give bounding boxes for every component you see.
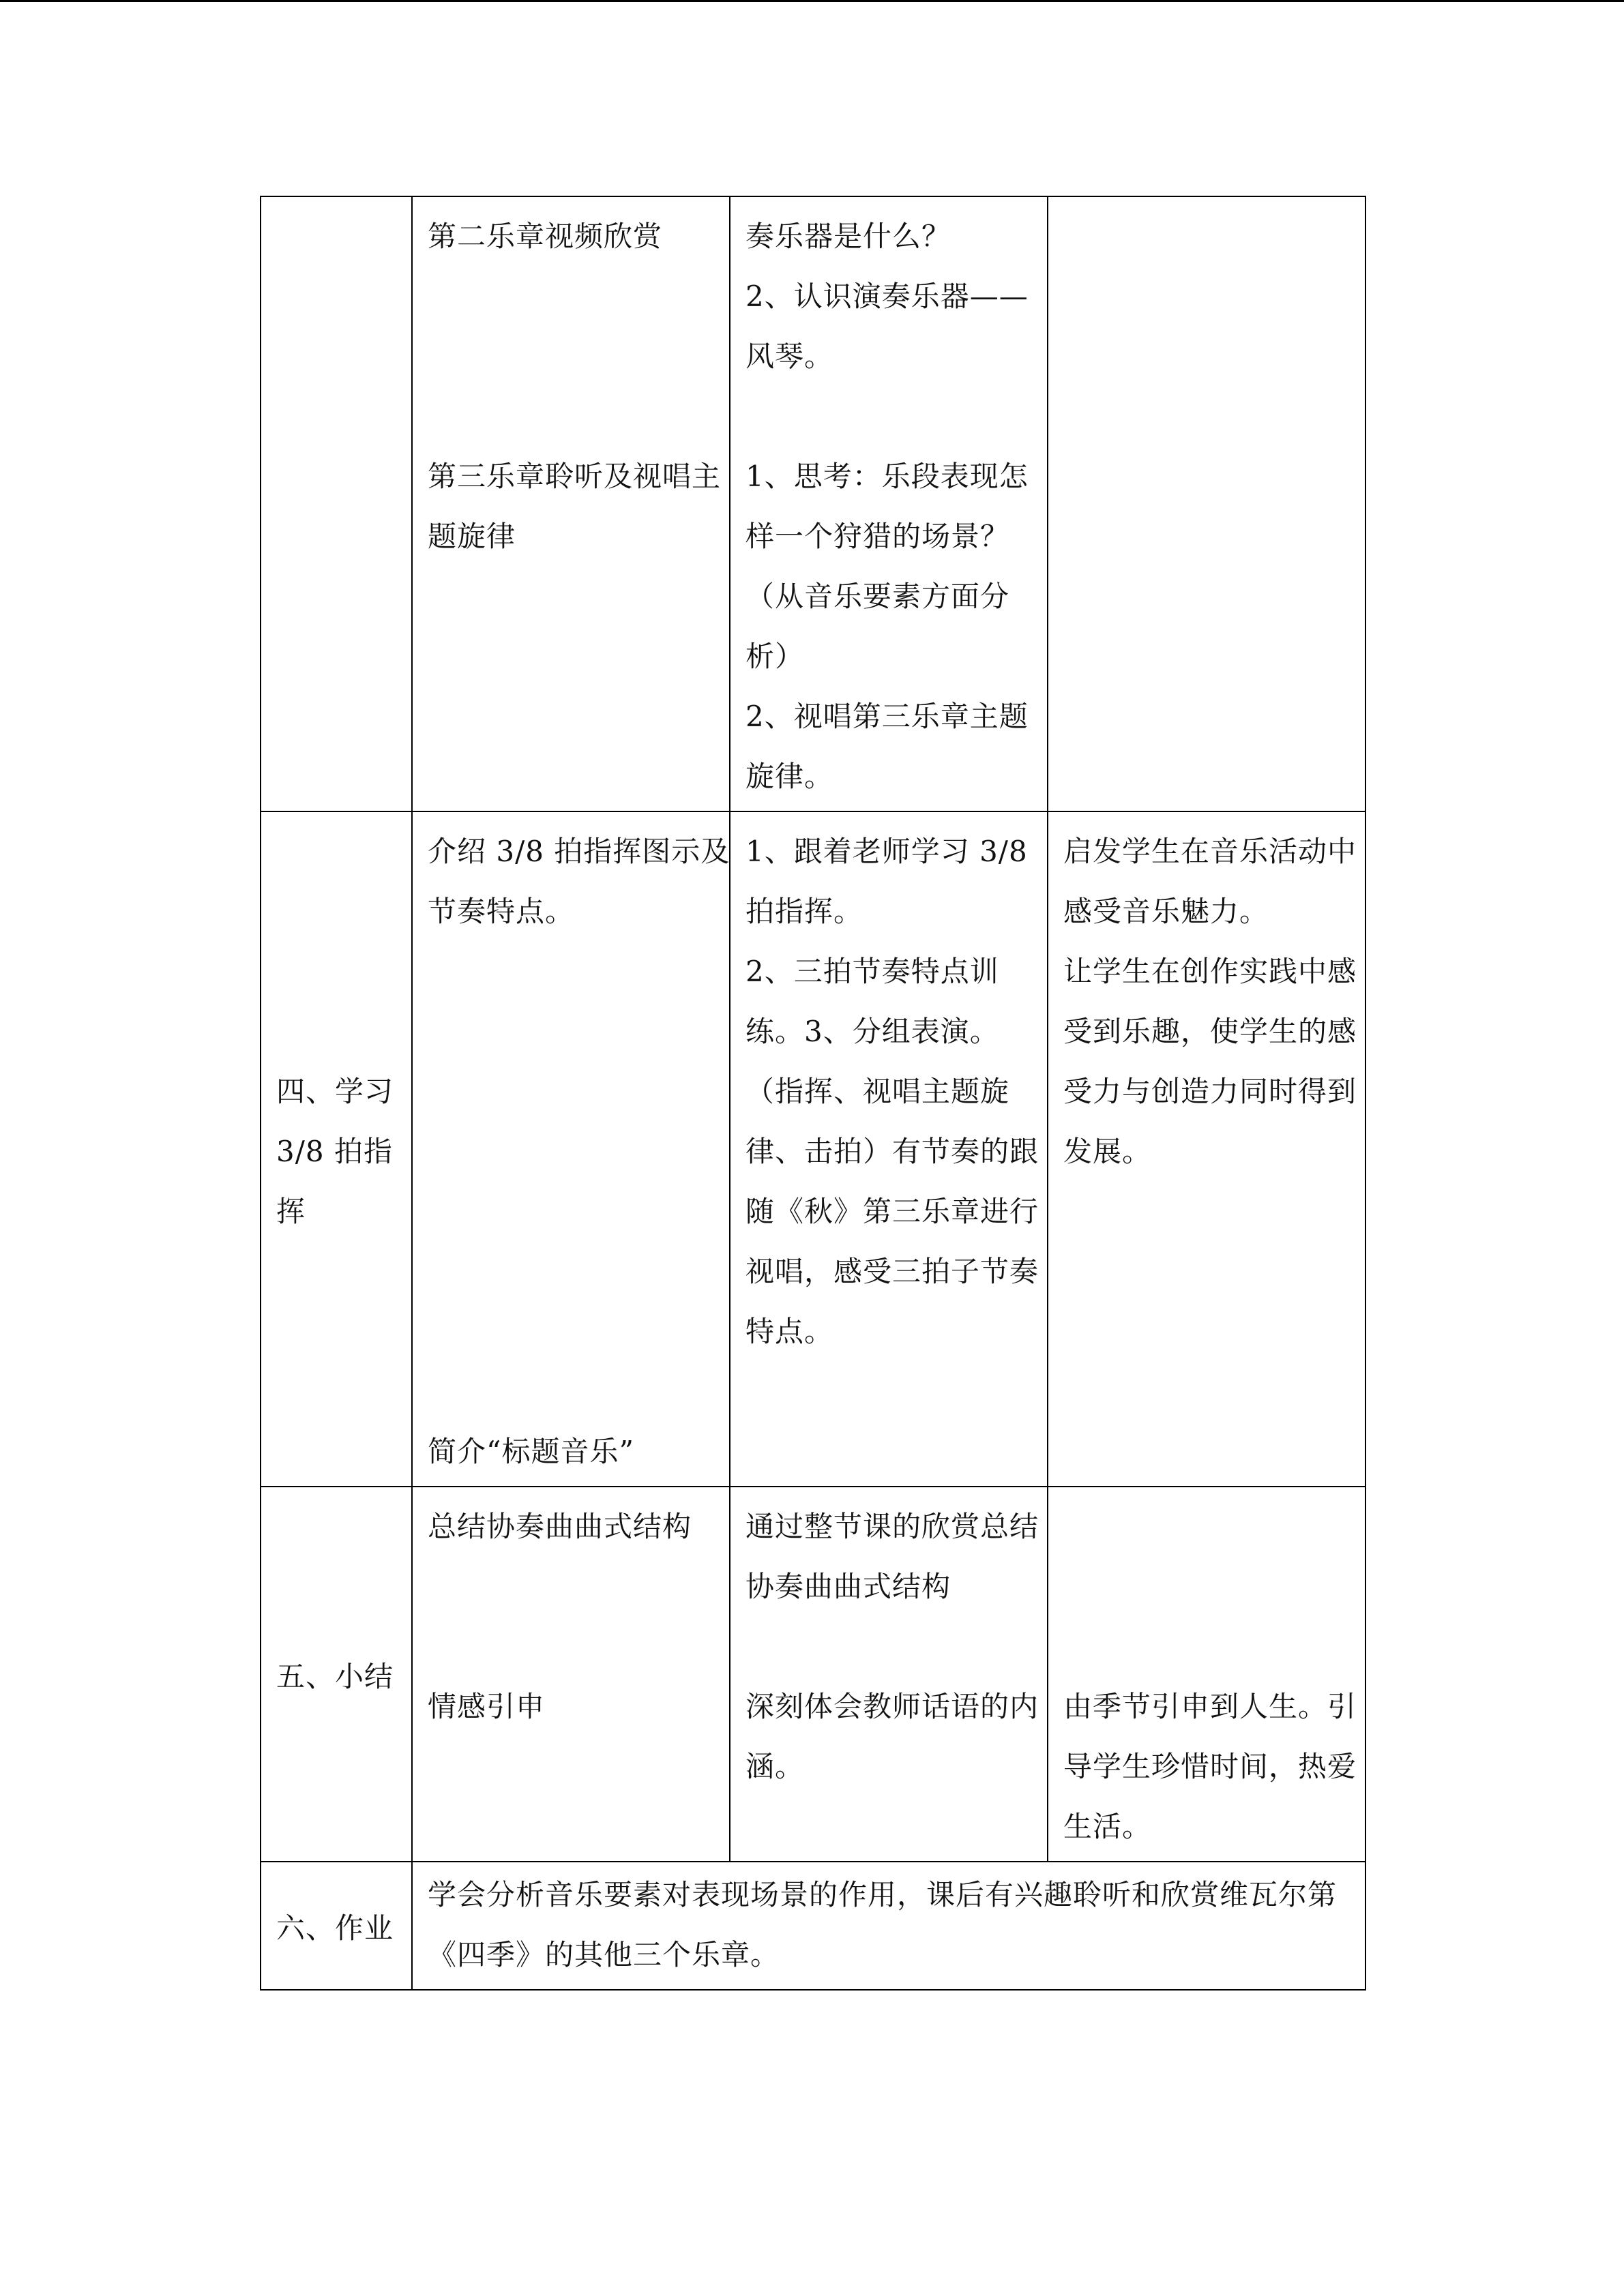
teacher-activity-text: 节奏特点。	[428, 895, 575, 928]
stage-label: 四、学习	[276, 1075, 394, 1108]
spacer	[428, 942, 714, 1422]
spacer	[1063, 1497, 1350, 1677]
student-activity-text: 析）	[745, 640, 805, 673]
student-activity-text: 奏乐器是什么？	[745, 220, 951, 253]
teacher-activity-cell	[412, 196, 730, 811]
student-activity-text: 旋律。	[745, 760, 834, 793]
teacher-activity-cell	[412, 811, 730, 1487]
design-intent-text: 感受音乐魅力。	[1063, 895, 1269, 928]
stage-label: 五、小结	[276, 1660, 394, 1693]
stage-label: 3/8 拍指	[276, 1135, 393, 1168]
teacher-activity-text: 简介“标题音乐”	[428, 1435, 634, 1468]
lesson-plan-table	[260, 196, 1366, 1991]
spacer	[745, 1617, 1032, 1677]
stage-cell-five	[261, 1487, 412, 1862]
student-activity-text: 1、跟着老师学习 3/8	[745, 835, 1028, 868]
teacher-activity-text: 第二乐章视频欣赏	[428, 220, 663, 253]
student-activity-text: 协奏曲曲式结构	[745, 1570, 951, 1603]
homework-text: 《四季》的其他三个乐章。	[428, 1938, 780, 1971]
design-intent-text: 受力与创造力同时得到	[1063, 1075, 1357, 1108]
student-activity-text: 2、认识演奏乐器——	[745, 280, 1029, 313]
table-row-four	[261, 811, 1365, 1487]
table-row-continuation	[261, 196, 1365, 811]
student-activity-text: 拍指挥。	[745, 895, 863, 928]
student-activity-text: （指挥、视唱主题旋	[745, 1075, 1010, 1108]
design-intent-cell	[1048, 196, 1365, 811]
design-intent-text: 启发学生在音乐活动中	[1063, 835, 1357, 868]
spacer	[428, 267, 714, 447]
spacer	[428, 1557, 714, 1677]
student-activity-text: 随《秋》第三乐章进行	[745, 1195, 1039, 1228]
student-activity-text: 2、三拍节奏特点训	[745, 955, 999, 988]
student-activity-text: 视唱，感受三拍子节奏	[745, 1255, 1039, 1288]
student-activity-text: 练。3、分组表演。	[745, 1015, 999, 1048]
student-activity-text: 特点。	[745, 1315, 834, 1348]
teacher-activity-text: 情感引申	[428, 1690, 546, 1723]
design-intent-text: 生活。	[1063, 1810, 1152, 1843]
table-row-six	[261, 1862, 1365, 1990]
teacher-activity-cell	[412, 1487, 730, 1862]
design-intent-text: 让学生在创作实践中感	[1063, 955, 1357, 988]
stage-cell-continuation	[261, 196, 412, 811]
stage-cell-four	[261, 811, 412, 1487]
table-row-five	[261, 1487, 1365, 1862]
student-activity-text: 风琴。	[745, 340, 834, 373]
spacer	[745, 387, 1032, 447]
student-activity-text: 深刻体会教师话语的内	[745, 1690, 1039, 1723]
teacher-activity-text: 总结协奏曲曲式结构	[428, 1510, 692, 1543]
student-activity-text: 通过整节课的欣赏总结	[745, 1510, 1039, 1543]
design-intent-cell	[1048, 1487, 1365, 1862]
student-activity-cell	[730, 811, 1048, 1487]
design-intent-text: 发展。	[1063, 1135, 1152, 1168]
teacher-activity-text: 题旋律	[428, 520, 516, 553]
student-activity-text: （从音乐要素方面分	[745, 580, 1010, 613]
teacher-activity-text: 第三乐章聆听及视唱主	[428, 460, 722, 493]
stage-label: 六、作业	[276, 1911, 394, 1945]
design-intent-text: 导学生珍惜时间，热爱	[1063, 1750, 1357, 1783]
stage-label: 挥	[276, 1195, 306, 1228]
design-intent-text: 由季节引申到人生。引	[1063, 1690, 1357, 1723]
stage-cell-six	[261, 1862, 412, 1990]
homework-cell	[412, 1862, 1365, 1990]
top-border-line	[0, 0, 1624, 2]
student-activity-text: 2、视唱第三乐章主题	[745, 700, 1029, 733]
student-activity-text: 样一个狩猎的场景？	[745, 520, 1010, 553]
student-activity-text: 涵。	[745, 1750, 805, 1783]
student-activity-text: 律、击拍）有节奏的跟	[745, 1135, 1039, 1168]
design-intent-text: 受到乐趣，使学生的感	[1063, 1015, 1357, 1048]
student-activity-cell	[730, 196, 1048, 811]
student-activity-text: 1、思考：乐段表现怎	[745, 460, 1029, 493]
homework-text: 学会分析音乐要素对表现场景的作用，课后有兴趣聆听和欣赏维瓦尔第	[428, 1878, 1338, 1911]
teacher-activity-text: 介绍 3/8 拍指挥图示及	[428, 835, 730, 868]
design-intent-cell	[1048, 811, 1365, 1487]
student-activity-cell	[730, 1487, 1048, 1862]
